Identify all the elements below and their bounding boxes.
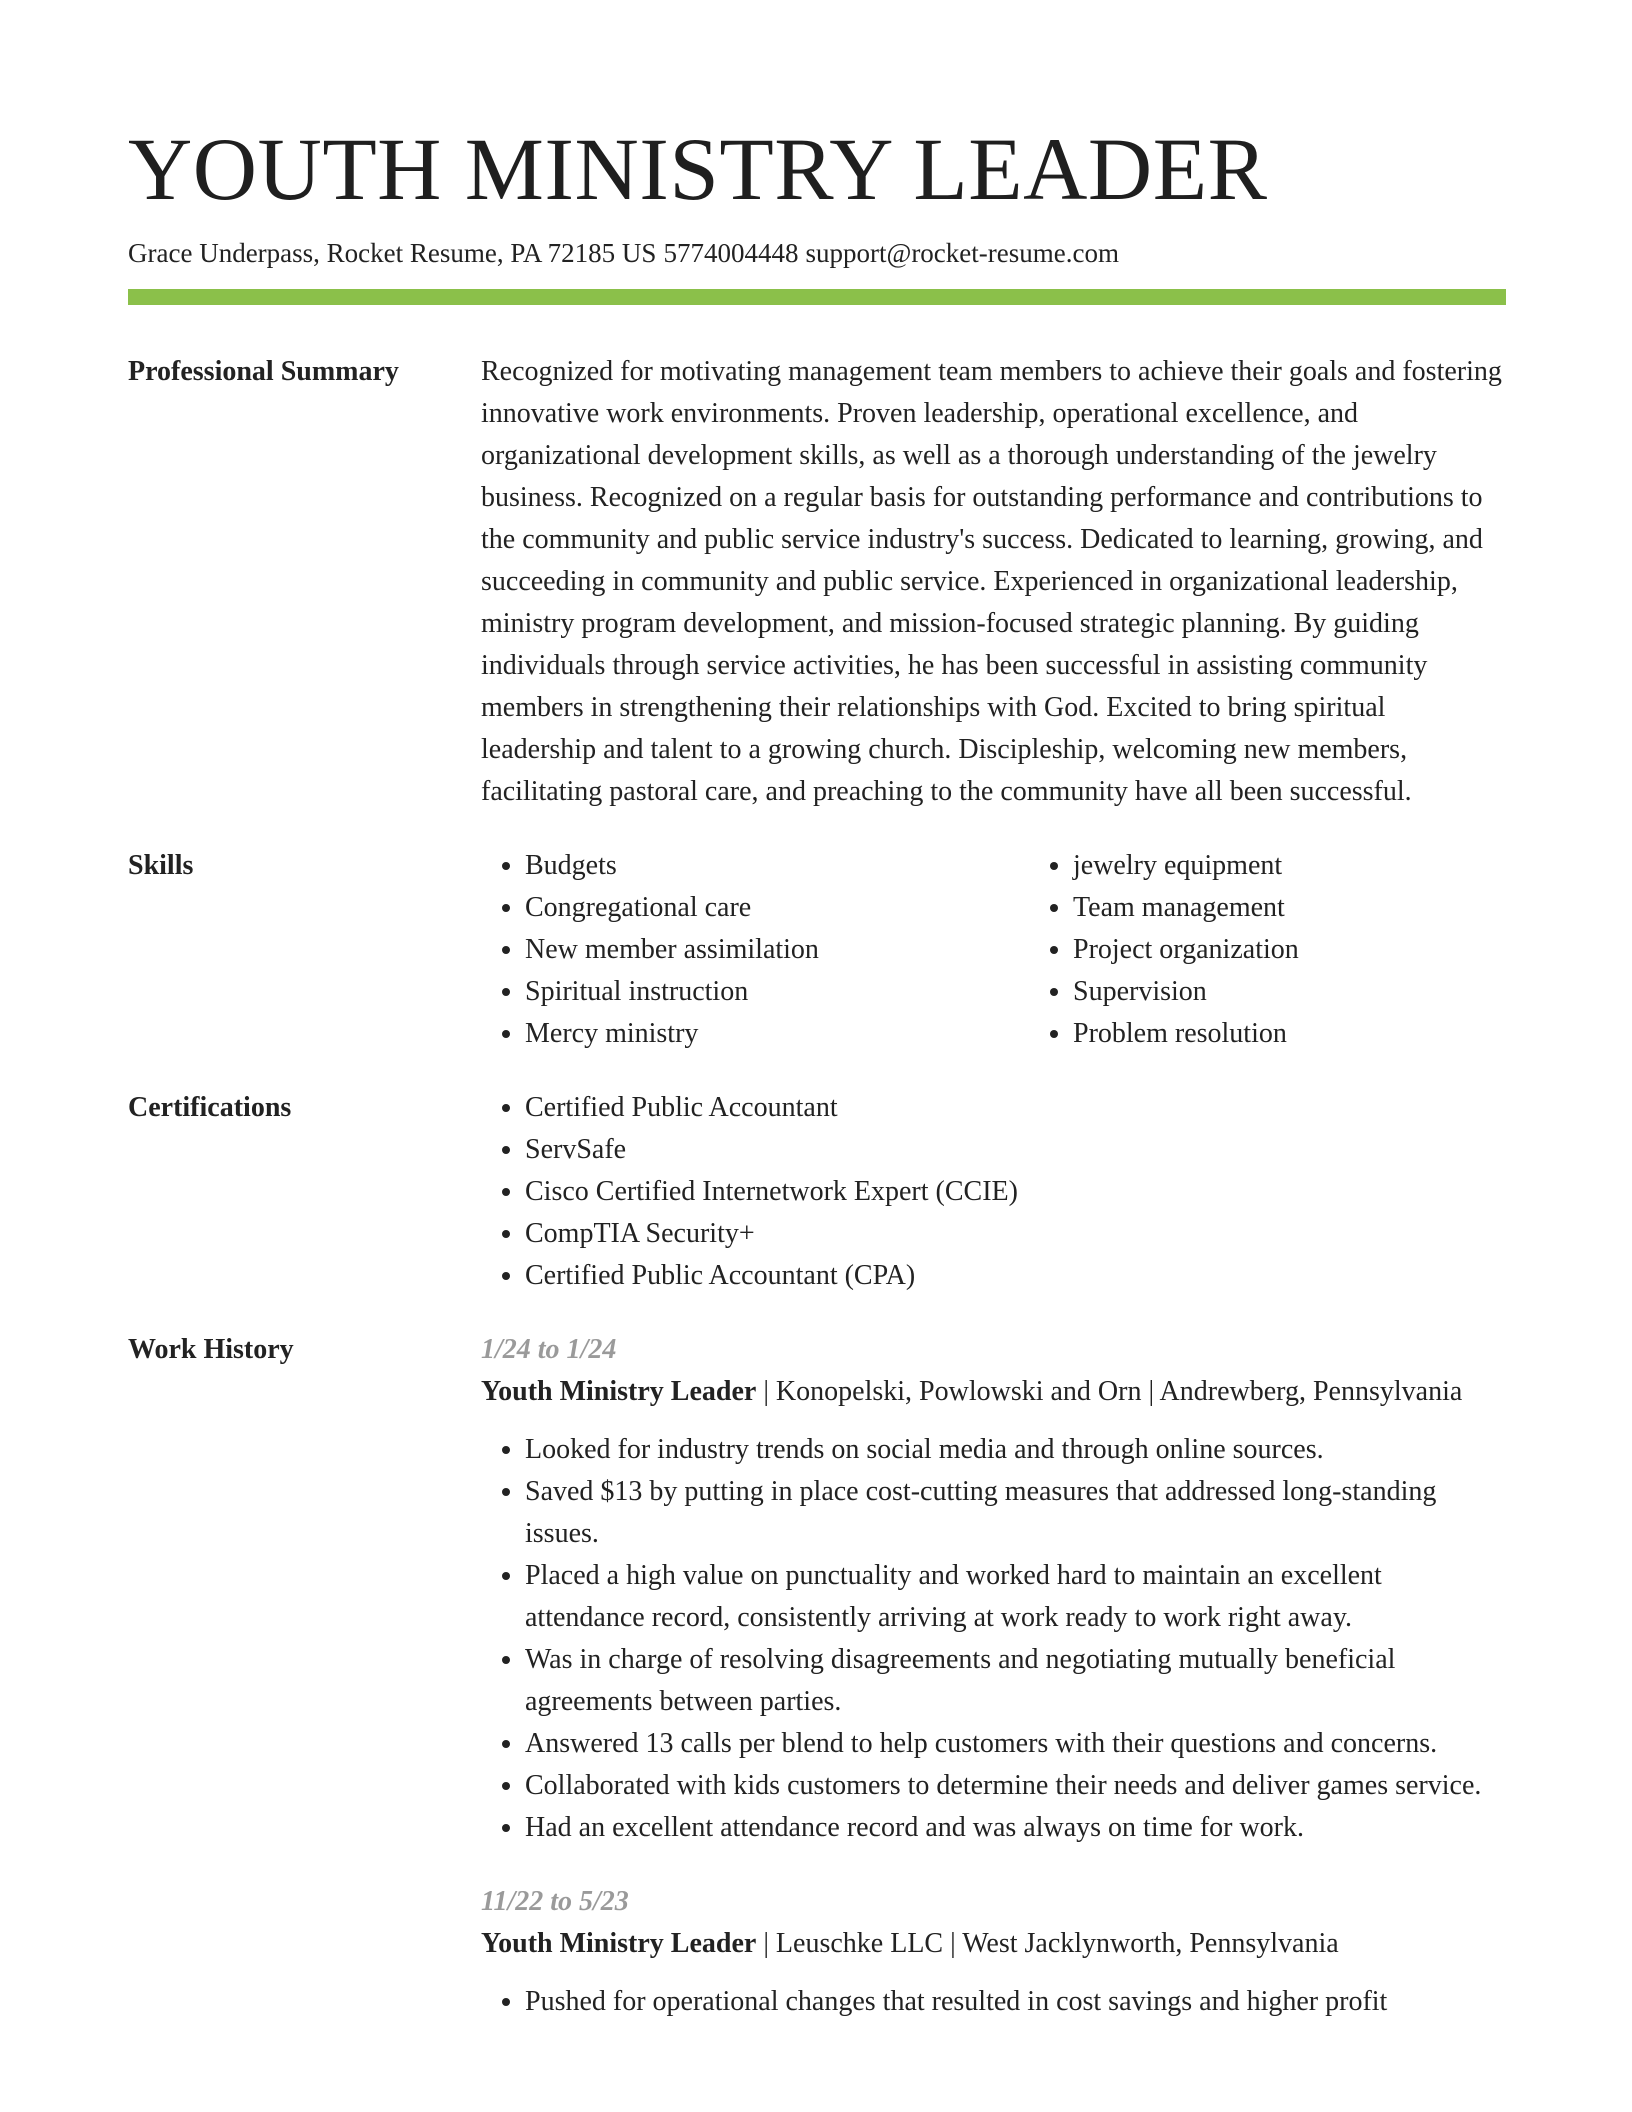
job-bullets — [481, 1981, 1506, 2023]
job-bullets — [481, 1429, 1506, 1849]
skills-section — [128, 845, 1506, 1055]
certifications-section — [128, 1087, 1506, 1297]
job-bullet: • Collaborated with kids customers to determine their needs and deliver games service. — [525, 1765, 1506, 1807]
skills-list-right — [1029, 845, 1577, 1055]
resume-title: YOUTH MINISTRY LEADER — [128, 121, 1268, 219]
job-title: Youth Ministry Leader — [481, 1928, 757, 1959]
skills-list-left — [481, 845, 1029, 1055]
job-entry — [481, 1881, 1506, 2023]
job-title: Youth Ministry Leader — [481, 1376, 757, 1407]
job-bullet: • Looked for industry trends on social media and through online sources. — [525, 1429, 1506, 1471]
job-heading — [481, 1923, 1506, 1965]
job-bullet: • Placed a high value on punctuality and worked hard to maintain an excellent attendance record, consistently arriving at work ready to work right away. — [525, 1555, 1506, 1639]
skill-item: • jewelry equipment — [1073, 845, 1577, 887]
certifications-body — [481, 1087, 1506, 1297]
skill-item: • Problem resolution — [1073, 1013, 1577, 1055]
resume-page — [128, 118, 1506, 2023]
skills-columns — [481, 845, 1577, 1055]
skill-item: • Spiritual instruction — [525, 971, 1029, 1013]
summary-text: Recognized for motivating management team members to achieve their goals and fostering innovative work environments. Proven leadership, operational excellence, and organizational development skills, as well as a thorough understanding of the jewelry business. Recognized on a regular basis for outstanding performance and contributions to the community and public service industry's success. Dedicated to learning, growing, and succeeding in community and public service. Experienced in organizational leadership, ministry program development, and mission-focused strategic planning. By guiding individuals through service activities, he has been successful in assisting community members in strengthening their relationships with God. Excited to bring spiritual leadership and talent to a growing church. Discipleship, welcoming new members, facilitating pastoral care, and preaching to the community have all been successful. — [481, 356, 1502, 807]
work-history-body — [481, 1329, 1506, 2023]
job-entry — [481, 1329, 1506, 1849]
skill-item: • Budgets — [525, 845, 1029, 887]
job-heading — [481, 1371, 1506, 1413]
skill-item: • Project organization — [1073, 929, 1577, 971]
job-details: | Leuschke LLC | West Jacklynworth, Pennsylvania — [756, 1928, 1339, 1959]
skill-item: • Supervision — [1073, 971, 1577, 1013]
skill-item: • Congregational care — [525, 887, 1029, 929]
job-bullet: • Pushed for operational changes that resulted in cost savings and higher profit — [525, 1981, 1506, 2023]
contact-line — [128, 236, 1506, 270]
certification-item: • Cisco Certified Internetwork Expert (CCIE) — [525, 1171, 1506, 1213]
skill-item: • Mercy ministry — [525, 1013, 1029, 1055]
certification-item: • ServSafe — [525, 1129, 1506, 1171]
job-bullet: • Saved $13 by putting in place cost-cutting measures that addressed long-standing issues. — [525, 1471, 1506, 1555]
job-bullet: • Was in charge of resolving disagreements and negotiating mutually beneficial agreements between parties. — [525, 1639, 1506, 1723]
skills-label: Skills — [128, 850, 194, 881]
contact-address: Grace Underpass, Rocket Resume, PA 72185 US — [128, 238, 657, 268]
contact-phone: 5774004448 — [663, 238, 799, 268]
summary-section — [128, 351, 1506, 813]
job-details: | Konopelski, Powlowski and Orn | Andrewberg, Pennsylvania — [756, 1376, 1463, 1407]
certifications-label: Certifications — [128, 1092, 292, 1123]
job-bullet: • Had an excellent attendance record and was always on time for work. — [525, 1807, 1506, 1849]
job-date: 1/24 to 1/24 — [481, 1334, 617, 1365]
work-history-label: Work History — [128, 1334, 294, 1365]
certifications-list — [481, 1087, 1506, 1297]
certification-item: • CompTIA Security+ — [525, 1213, 1506, 1255]
skill-item: • New member assimilation — [525, 929, 1029, 971]
work-history-section — [128, 1329, 1506, 2023]
job-bullet: • Answered 13 calls per blend to help customers with their questions and concerns. — [525, 1723, 1506, 1765]
contact-email: support@rocket-resume.com — [805, 238, 1119, 268]
job-date: 11/22 to 5/23 — [481, 1886, 629, 1917]
certification-item: • Certified Public Accountant (CPA) — [525, 1255, 1506, 1297]
accent-divider — [128, 289, 1506, 305]
certification-item: • Certified Public Accountant — [525, 1087, 1506, 1129]
skill-item: • Team management — [1073, 887, 1577, 929]
summary-label: Professional Summary — [128, 356, 399, 387]
